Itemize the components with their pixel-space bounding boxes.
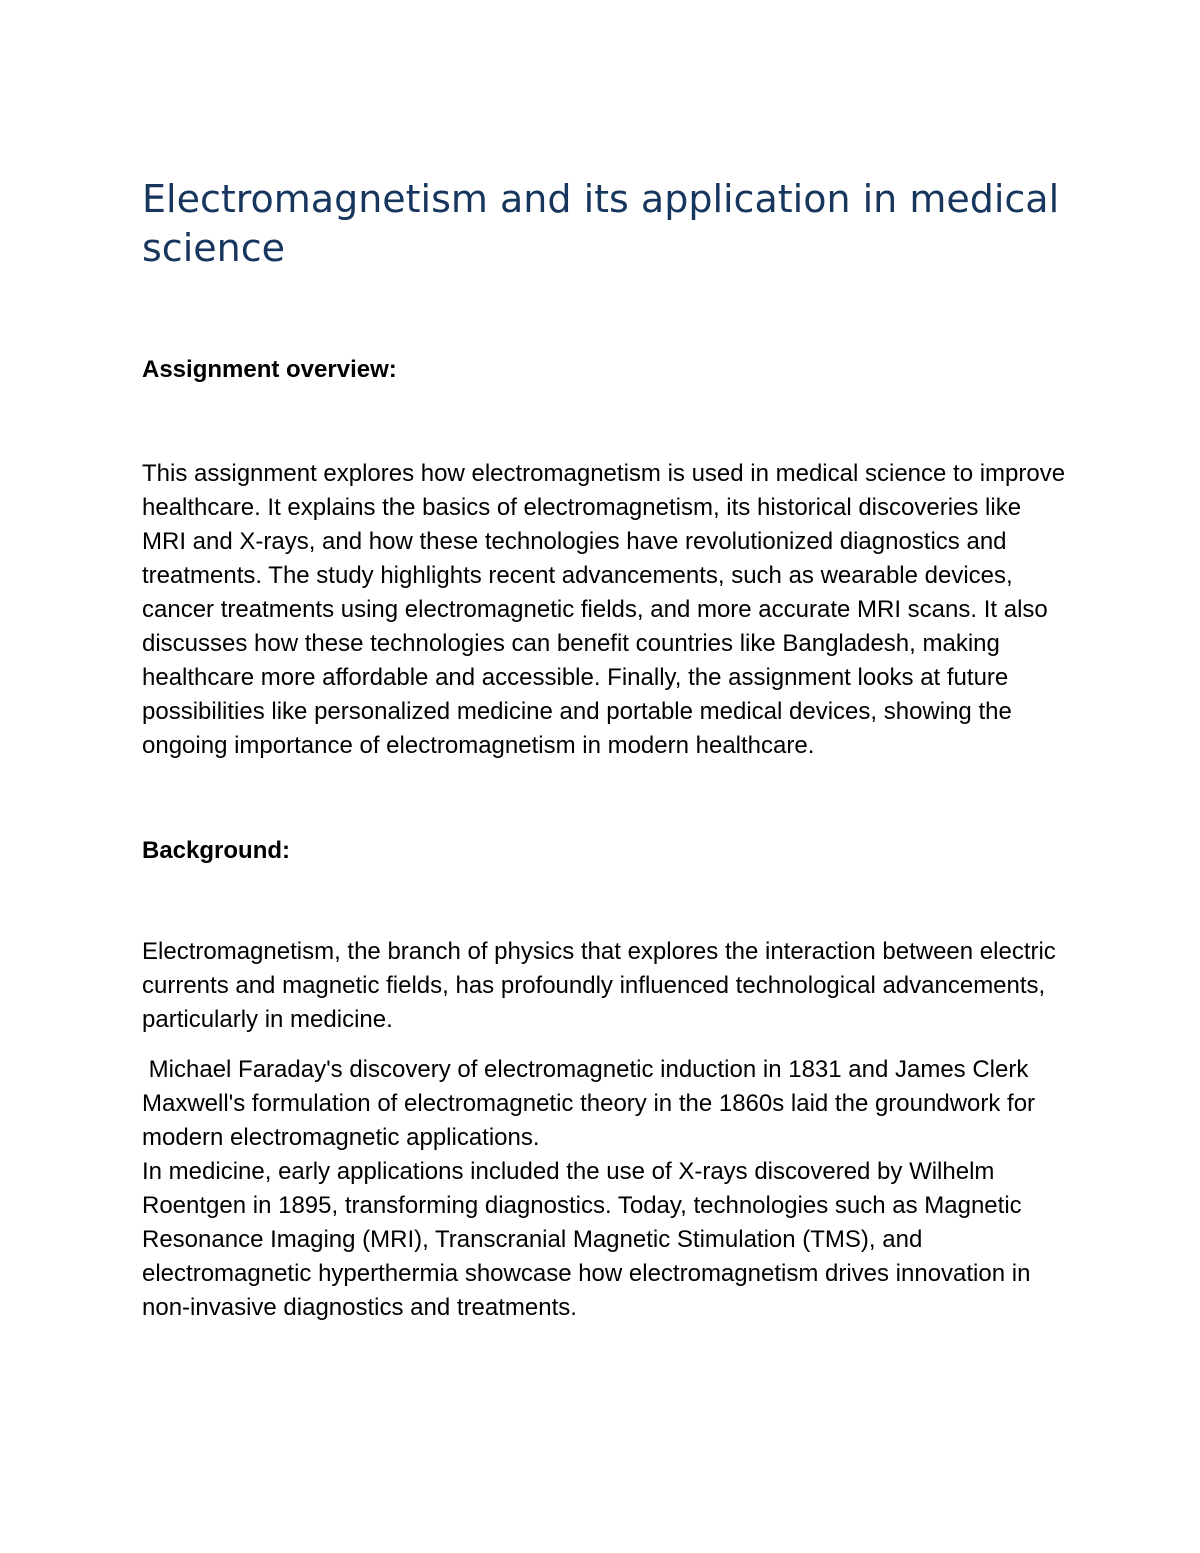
background-paragraph: Michael Faraday's discovery of electromagnetic induction in 1831 and James Clerk Maxwell's formulation of electromagnetic theory in the 1860s laid the groundwork for modern electromagnetic applications. <box>142 1056 1042 1151</box>
overview-heading: Assignment overview: <box>142 356 397 383</box>
document-title: Electromagnetism and its application in medical science <box>142 177 1060 270</box>
overview-paragraph: This assignment explores how electromagnetism is used in medical science to improve healthcare. It explains the basics of electromagnetism, its historical discoveries like MRI and X-rays, and how these technologies have revolutionized diagnostics and treatments. The study highlights recent advancements, such as wearable devices, cancer treatments using electromagnetic fields, and more accurate MRI scans. It also discusses how these technologies can benefit countries like Bangladesh, making healthcare more affordable and accessible. Finally, the assignment looks at future possibilities like personalized medicine and portable medical devices, showing the ongoing importance of electromagnetism in modern healthcare. <box>142 460 1066 759</box>
background-heading: Background: <box>142 837 291 864</box>
background-paragraph: In medicine, early applications included the use of X-rays discovered by Wilhelm Roentgen in 1895, transforming diagnostics. Today, technologies such as Magnetic Resonance Imaging (MRI), Transcranial Magnetic Stimulation (TMS), and electromagnetic hyperthermia showcase how electromagnetism drives innovation in non-invasive diagnostics and treatments. <box>142 1158 1031 1321</box>
background-paragraph: Electromagnetism, the branch of physics that explores the interaction between electric currents and magnetic fields, has profoundly influenced technological advancements, particularly in medicine. <box>142 938 1056 1033</box>
document-page <box>142 175 1067 1325</box>
